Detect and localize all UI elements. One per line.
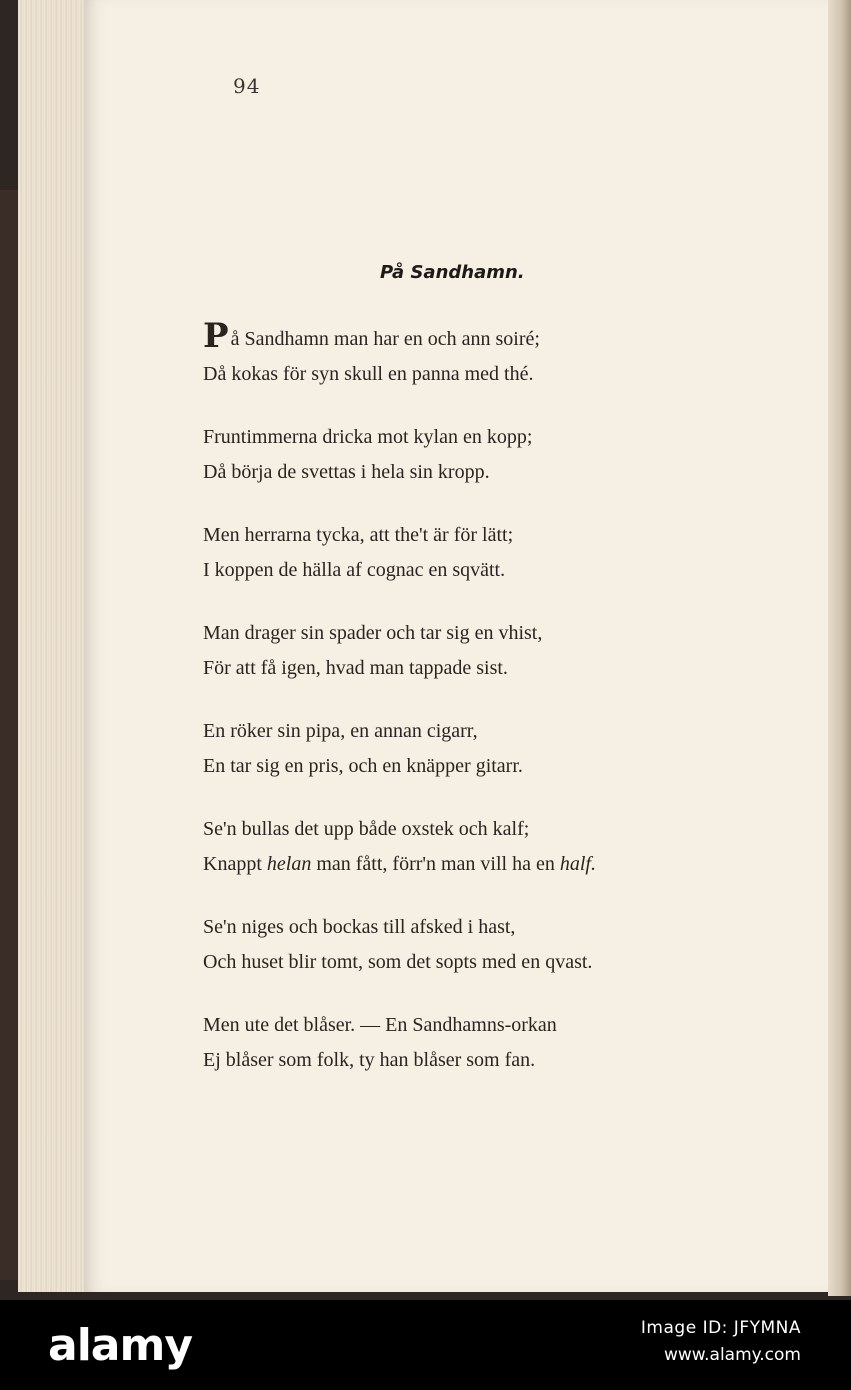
stanza-break [203, 392, 596, 420]
poem-line: Se'n bullas det upp både oxstek och kalf; [203, 818, 530, 840]
poem-line [203, 847, 596, 882]
poem-line: En röker sin pipa, en annan cigarr, [203, 720, 478, 742]
poem-line: I koppen de hälla af cognac en sqvätt. [203, 559, 506, 581]
stanza-break [203, 980, 596, 1008]
poem-line: För att få igen, hvad man tappade sist. [203, 657, 508, 679]
poem-line-text: å Sandhamn man har en och ann soiré; [230, 328, 540, 350]
poem-line: Ej blåser som folk, ty han blåser som fan. [203, 1049, 536, 1071]
alamy-logo: alamy [48, 1320, 192, 1371]
line-text: Knappt [203, 853, 267, 875]
drop-cap: P [203, 316, 229, 356]
stanza-break [203, 686, 596, 714]
poem-line: Då börja de svettas i hela sin kropp. [203, 461, 490, 483]
poem-line: Fruntimmerna dricka mot kylan en kopp; [203, 426, 533, 448]
poem-line: Och huset blir tomt, som det sopts med en qvast. [203, 951, 593, 973]
stanza-break [203, 490, 596, 518]
image-id: Image ID: JFYMNA [640, 1318, 801, 1338]
poem-line: Man drager sin spader och tar sig en vhist, [203, 622, 543, 644]
page-stack-edge [18, 0, 85, 1292]
poem-line: Men ute det blåser. — En Sandhamns-orkan [203, 1014, 557, 1036]
page-number: 94 [233, 74, 261, 98]
italic-word: helan [266, 853, 312, 875]
poem-line: En tar sig en pris, och en knäpper gitarr. [203, 755, 523, 777]
line-text: man fått, förr'n man vill ha en [311, 853, 560, 875]
poem-line [203, 316, 596, 357]
poem [203, 316, 596, 1078]
poem-line: Se'n niges och bockas till afsked i hast, [203, 916, 516, 938]
poem-title: På Sandhamn. [380, 262, 525, 283]
site-url: www.alamy.com [663, 1345, 801, 1365]
stanza-break [203, 882, 596, 910]
poem-line: Men herrarna tycka, att the't är för lätt; [203, 524, 514, 546]
stanza-break [203, 588, 596, 616]
stanza-break [203, 784, 596, 812]
page-gutter [828, 0, 851, 1296]
poem-line: Då kokas för syn skull en panna med thé. [203, 363, 534, 385]
italic-word: half. [559, 853, 596, 875]
